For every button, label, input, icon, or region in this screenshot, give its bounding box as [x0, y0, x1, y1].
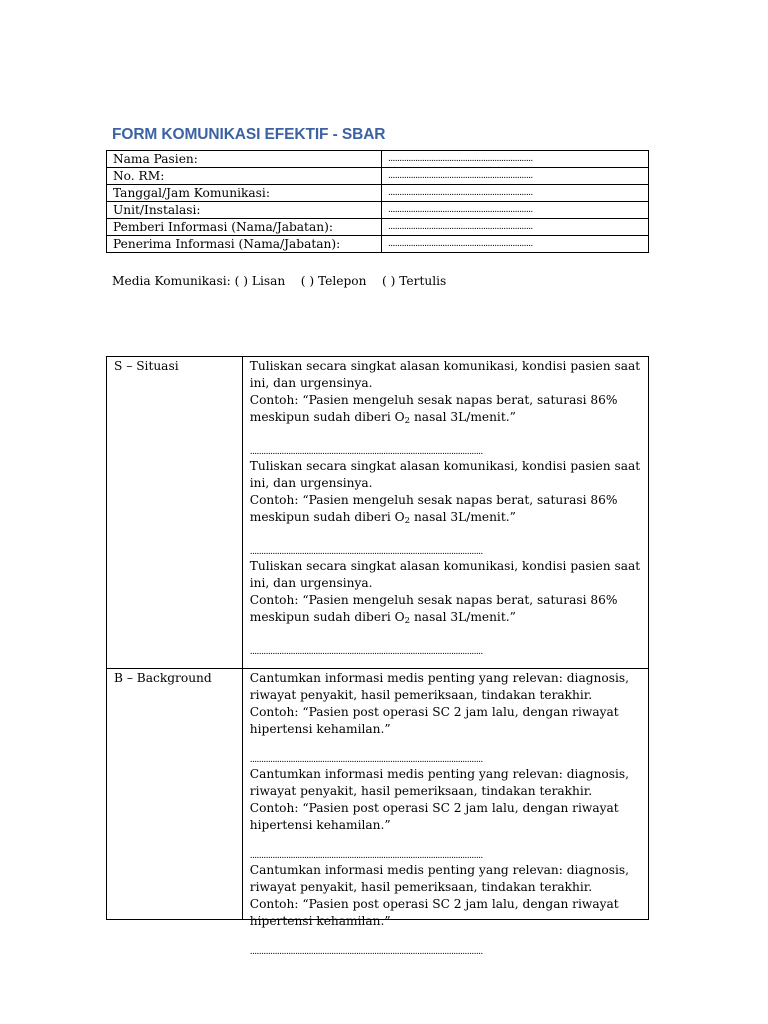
situasi-answer-line[interactable]: .......................................................................................................	[249, 447, 483, 457]
situasi-content[interactable]	[242, 357, 648, 669]
situasi-block	[250, 358, 641, 458]
info-value-field[interactable]: ................................................................	[382, 219, 649, 236]
background-answer-line[interactable]: .......................................................................................................	[249, 947, 483, 957]
sbar-table	[106, 356, 649, 957]
table-row	[107, 236, 649, 253]
background-example: Contoh: “Pasien post operasi SC 2 jam lalu, dengan riwayat hipertensi kehamilan.”	[249, 705, 619, 736]
info-label: Nama Pasien:	[107, 151, 382, 168]
info-value-field[interactable]: ................................................................	[382, 202, 649, 219]
info-value-field[interactable]: ................................................................	[382, 168, 649, 185]
situasi-instruction: Tuliskan secara singkat alasan komunikasi, kondisi pasien saat ini, dan urgensinya.	[249, 359, 641, 390]
background-example: Contoh: “Pasien post operasi SC 2 jam lalu, dengan riwayat hipertensi kehamilan.”	[249, 897, 619, 928]
background-instruction: Cantumkan informasi medis penting yang relevan: diagnosis, riwayat penyakit, hasil pemeriksaan, tindakan terakhir.	[249, 767, 629, 798]
background-instruction: Cantumkan informasi medis penting yang relevan: diagnosis, riwayat penyakit, hasil pemeriksaan, tindakan terakhir.	[249, 863, 629, 894]
media-komunikasi	[112, 274, 446, 288]
situasi-example: Contoh: “Pasien mengeluh sesak napas berat, saturasi 86% meskipun sudah diberi $O_2$ nasal 3L/menit.”	[249, 593, 618, 626]
info-label: Unit/Instalasi:	[107, 202, 382, 219]
info-value-field[interactable]: ................................................................	[382, 151, 649, 168]
info-value-field[interactable]: ................................................................	[382, 236, 649, 253]
sbar-row-situasi	[107, 357, 649, 669]
background-block	[250, 862, 641, 958]
info-label: No. RM:	[107, 168, 382, 185]
media-option-telepon[interactable]: ( ) Telepon	[300, 274, 367, 288]
situasi-instruction: Tuliskan secara singkat alasan komunikasi, kondisi pasien saat ini, dan urgensinya.	[249, 459, 641, 490]
background-answer-line[interactable]: .......................................................................................................	[249, 755, 483, 765]
background-block	[250, 766, 641, 862]
section-label-background: B – Background	[107, 669, 243, 920]
section-label-situasi: S – Situasi	[107, 357, 243, 669]
form-title: FORM KOMUNIKASI EFEKTIF - SBAR	[112, 126, 386, 143]
info-label: Penerima Informasi (Nama/Jabatan):	[107, 236, 382, 253]
situasi-example: Contoh: “Pasien mengeluh sesak napas berat, saturasi 86% meskipun sudah diberi $O_2$ nasal 3L/menit.”	[249, 393, 618, 426]
background-content[interactable]	[242, 669, 648, 957]
situasi-answer-line[interactable]: .......................................................................................................	[249, 647, 483, 657]
situasi-instruction: Tuliskan secara singkat alasan komunikasi, kondisi pasien saat ini, dan urgensinya.	[249, 559, 641, 590]
background-block	[250, 670, 641, 766]
info-label: Tanggal/Jam Komunikasi:	[107, 185, 382, 202]
background-answer-line[interactable]: .......................................................................................................	[249, 851, 483, 861]
sbar-row-background	[107, 669, 649, 920]
table-row	[107, 151, 649, 168]
info-label: Pemberi Informasi (Nama/Jabatan):	[107, 219, 382, 236]
table-row	[107, 202, 649, 219]
table-row	[107, 219, 649, 236]
background-instruction: Cantumkan informasi medis penting yang relevan: diagnosis, riwayat penyakit, hasil pemeriksaan, tindakan terakhir.	[249, 671, 629, 702]
media-option-tertulis[interactable]: ( ) Tertulis	[381, 274, 447, 288]
patient-info-table	[106, 150, 649, 253]
background-clip	[249, 670, 641, 957]
situasi-example: Contoh: “Pasien mengeluh sesak napas berat, saturasi 86% meskipun sudah diberi $O_2$ nasal 3L/menit.”	[249, 493, 618, 526]
table-row	[107, 168, 649, 185]
table-row	[107, 185, 649, 202]
background-example: Contoh: “Pasien post operasi SC 2 jam lalu, dengan riwayat hipertensi kehamilan.”	[249, 801, 619, 832]
info-value-field[interactable]: ................................................................	[382, 185, 649, 202]
situasi-answer-line[interactable]: .......................................................................................................	[249, 547, 483, 557]
situasi-block	[250, 458, 641, 558]
media-option-lisan[interactable]: ( ) Lisan	[234, 274, 286, 288]
media-label: Media Komunikasi:	[112, 274, 231, 288]
situasi-block	[250, 558, 641, 658]
